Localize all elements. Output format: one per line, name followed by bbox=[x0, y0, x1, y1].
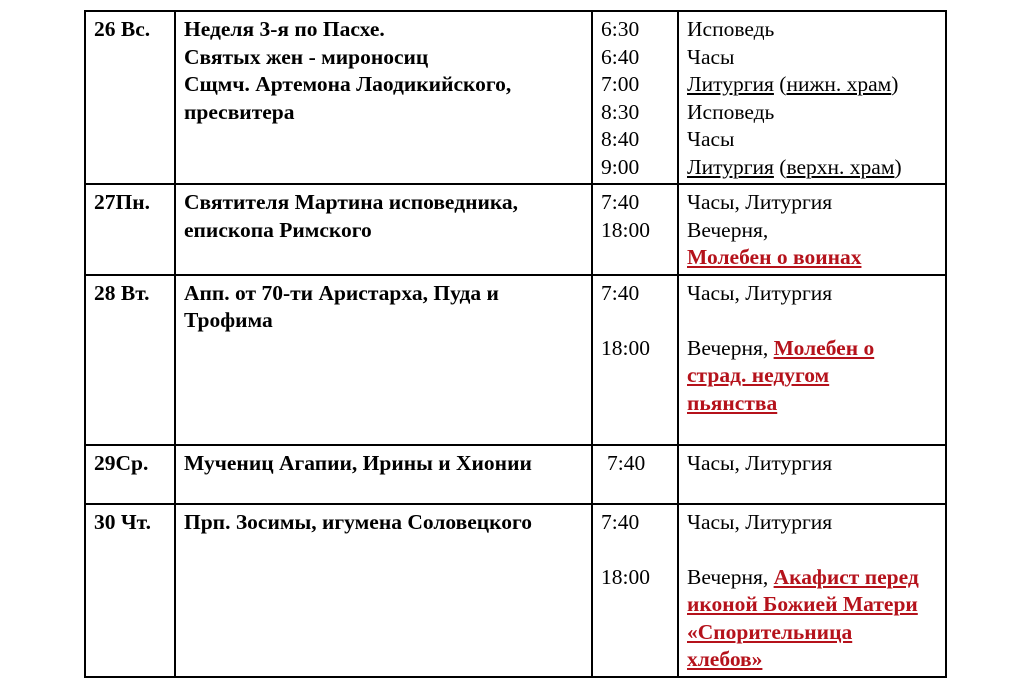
day-cell bbox=[85, 184, 175, 275]
time-value: 6:30 bbox=[601, 17, 640, 41]
time-cell bbox=[592, 11, 678, 184]
moleben-link[interactable]: Молебен о bbox=[773, 335, 875, 360]
day-label: 30 Чт. bbox=[94, 509, 151, 534]
service-text: ( bbox=[773, 72, 787, 96]
day-label: 28 Вт. bbox=[94, 280, 150, 305]
service-text: ) bbox=[891, 72, 899, 96]
service-text: ( bbox=[773, 154, 787, 179]
time-value: 9:00 bbox=[601, 154, 640, 179]
title-line: Святых жен - мироносиц bbox=[184, 44, 429, 69]
day-cell bbox=[85, 11, 175, 184]
time-value: 7:40 bbox=[601, 280, 640, 305]
service-link[interactable]: Литургия bbox=[687, 154, 774, 179]
moleben-link[interactable]: страд. недугом bbox=[687, 363, 830, 387]
day-label: 29Ср. bbox=[94, 450, 149, 475]
service-link[interactable]: Литургия bbox=[687, 72, 774, 96]
service-line bbox=[687, 71, 939, 99]
title-line: епископа Римского bbox=[184, 217, 372, 242]
time-value: 7:40 bbox=[601, 509, 640, 534]
title-line: Апп. от 70-ти Аристарха, Пуда и bbox=[184, 280, 499, 305]
service-line: Часы, Литургия bbox=[687, 509, 833, 534]
title-line: Неделя 3-я по Пасхе. bbox=[184, 17, 385, 41]
title-cell bbox=[175, 504, 592, 677]
spacer bbox=[687, 536, 939, 564]
service-line: Исповедь bbox=[687, 17, 775, 41]
service-line: Исповедь bbox=[687, 99, 775, 124]
service-text: Вечерня, bbox=[687, 335, 774, 360]
service-text: ) bbox=[894, 154, 902, 179]
title-cell bbox=[175, 11, 592, 184]
time-cell bbox=[592, 184, 678, 275]
service-text: Вечерня, bbox=[687, 564, 774, 589]
time-value: 18:00 bbox=[601, 217, 650, 242]
time-value: 7:40 bbox=[601, 190, 640, 214]
title-line: Сщмч. Артемона Лаодикийского, bbox=[184, 72, 512, 96]
time-value: 6:40 bbox=[601, 44, 640, 69]
akathist-link[interactable]: хлебов» bbox=[687, 647, 763, 671]
day-cell bbox=[85, 445, 175, 504]
service-line: Часы, Литургия bbox=[687, 450, 833, 475]
title-line: Мучениц Агапии, Ирины и Хионии bbox=[184, 450, 532, 475]
time-cell bbox=[592, 445, 678, 504]
time-cell bbox=[592, 504, 678, 677]
service-cell bbox=[678, 11, 946, 184]
service-cell bbox=[678, 445, 946, 504]
service-line bbox=[687, 154, 939, 182]
table-row bbox=[85, 504, 946, 677]
time-value: 18:00 bbox=[601, 335, 650, 360]
time-value: 7:00 bbox=[601, 72, 640, 96]
spacer bbox=[687, 307, 939, 335]
spacer bbox=[601, 307, 671, 335]
time-value: 8:30 bbox=[601, 99, 640, 124]
title-line: Святителя Мартина исповедника, bbox=[184, 190, 519, 214]
time-value: 18:00 bbox=[601, 564, 650, 589]
akathist-link[interactable]: Акафист перед bbox=[773, 564, 919, 589]
service-line bbox=[687, 564, 939, 592]
spacer bbox=[601, 536, 671, 564]
service-cell bbox=[678, 184, 946, 275]
service-link[interactable]: верхн. храм bbox=[786, 154, 895, 179]
akathist-link[interactable]: иконой Божией Матери bbox=[687, 592, 918, 616]
title-line: пресвитера bbox=[184, 99, 295, 124]
table-row bbox=[85, 275, 946, 445]
service-cell bbox=[678, 504, 946, 677]
title-cell bbox=[175, 184, 592, 275]
schedule-table bbox=[84, 10, 947, 678]
service-cell bbox=[678, 275, 946, 445]
time-value: 8:40 bbox=[601, 127, 640, 151]
akathist-link[interactable]: «Спорительница bbox=[687, 619, 853, 644]
day-cell bbox=[85, 275, 175, 445]
service-line: Часы bbox=[687, 127, 735, 151]
title-cell bbox=[175, 275, 592, 445]
service-link[interactable]: нижн. храм bbox=[786, 72, 892, 96]
service-line: Часы, Литургия bbox=[687, 280, 833, 305]
title-line: Прп. Зосимы, игумена Соловецкого bbox=[184, 509, 532, 534]
day-cell bbox=[85, 504, 175, 677]
service-line bbox=[687, 335, 939, 363]
service-line: Часы bbox=[687, 44, 735, 69]
table-row bbox=[85, 184, 946, 275]
title-line: Трофима bbox=[184, 308, 273, 332]
service-line: Часы, Литургия bbox=[687, 190, 833, 214]
time-cell bbox=[592, 275, 678, 445]
moleben-link[interactable]: пьянства bbox=[687, 390, 778, 415]
day-label: 26 Вс. bbox=[94, 17, 151, 41]
moleben-link[interactable]: Молебен о воинах bbox=[687, 245, 862, 269]
title-cell bbox=[175, 445, 592, 504]
time-value: 7:40 bbox=[607, 450, 646, 475]
day-label: 27Пн. bbox=[94, 190, 150, 214]
service-line: Вечерня, bbox=[687, 217, 769, 242]
table-row bbox=[85, 11, 946, 184]
table-row bbox=[85, 445, 946, 504]
